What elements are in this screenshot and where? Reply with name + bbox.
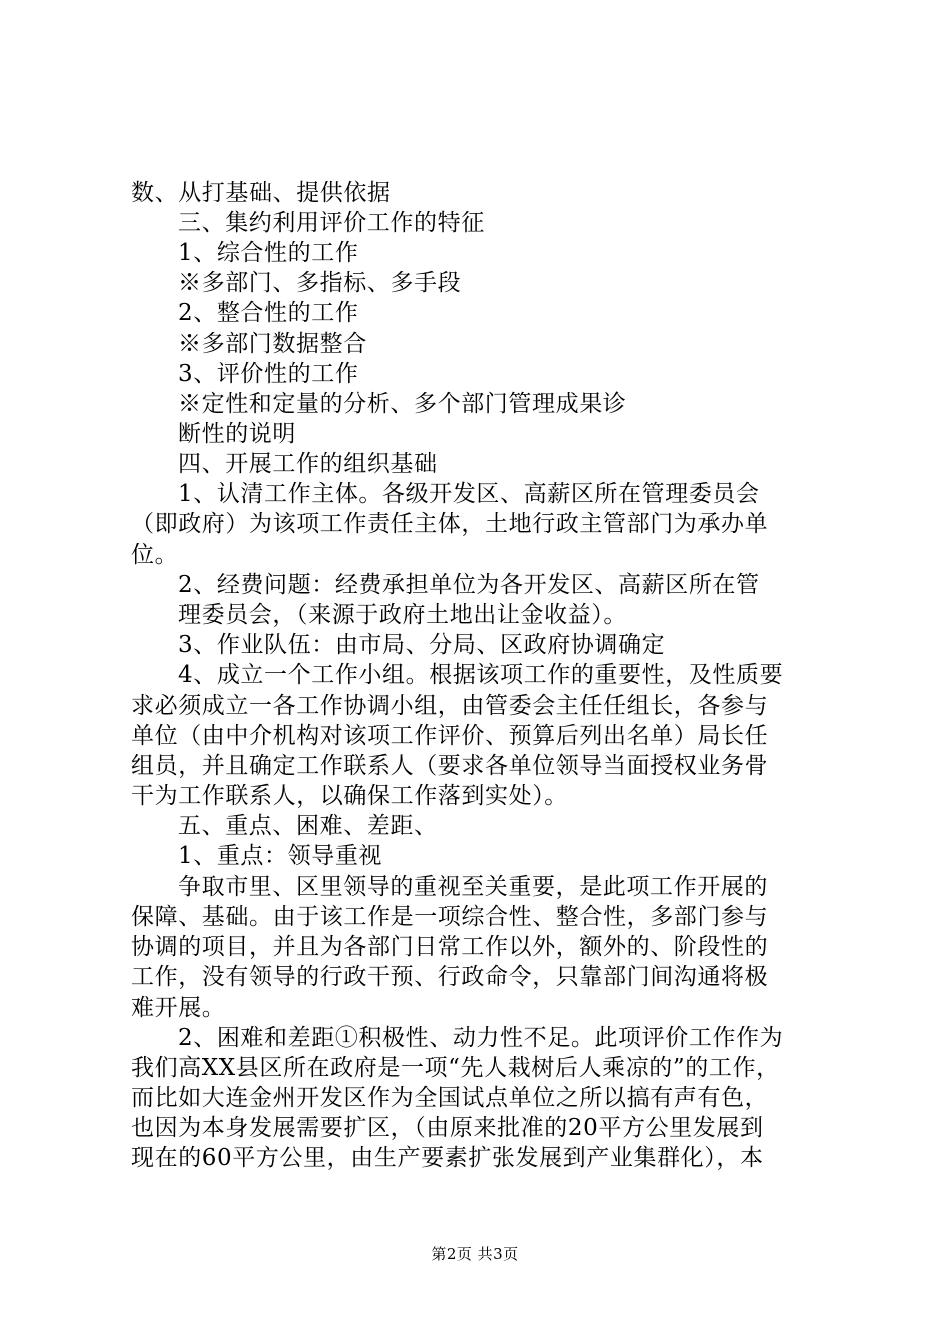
text-line: 干为工作联系人，以确保工作落到实处）。: [131, 783, 568, 809]
text-line: 也因为本身发展需要扩区，（由原来批准的20平方公里发展到: [131, 1115, 764, 1141]
text-line: 2、经费问题：经费承担单位为各开发区、高薪区所在管: [178, 572, 760, 598]
section-heading: 五、重点、困难、差距、: [178, 813, 438, 839]
text-line: 工作，没有领导的行政干预、行政命令，只靠部门间沟通将极: [131, 964, 769, 990]
text-line: 争取市里、区里领导的重视至关重要，是此项工作开展的: [178, 874, 768, 900]
text-line: 难开展。: [131, 995, 226, 1021]
text-line: 2、整合性的工作: [178, 300, 359, 326]
text-line: 而比如大连金州开发区作为全国试点单位之所以搞有声有色，: [131, 1085, 769, 1111]
page-number-footer: 第2页 共3页: [431, 1245, 519, 1263]
text-line: 1、综合性的工作: [178, 240, 359, 266]
text-line: 我们高XX县区所在政府是一项“先人栽树后人乘凉的”的工作，: [131, 1055, 780, 1081]
text-line: 单位（由中介机构对该项工作评价、预算后列出名单）局长任: [131, 723, 769, 749]
text-line: 求必须成立一各工作协调小组，由管委会主任任组长，各参与: [131, 693, 769, 719]
text-line: 保障、基础。由于该工作是一项综合性、整合性，多部门参与: [131, 904, 769, 930]
text-line: ※多部门数据整合: [178, 331, 367, 357]
text-line: 2、困难和差距①积极性、动力性不足。此项评价工作作为: [178, 1025, 784, 1051]
text-line: 1、认清工作主体。各级开发区、高薪区所在管理委员会: [178, 481, 760, 507]
text-line: 4、成立一个工作小组。根据该项工作的重要性，及性质要: [178, 662, 784, 688]
text-line: 1、重点：领导重视: [178, 843, 383, 869]
section-heading: 三、集约利用评价工作的特征: [178, 210, 485, 236]
text-line: 位。: [131, 542, 179, 568]
text-line: 理委员会，（来源于政府土地出让金收益）。: [178, 602, 627, 628]
section-heading: 四、开展工作的组织基础: [178, 451, 438, 477]
text-line: 协调的项目，并且为各部门日常工作以外，额外的、阶段性的: [131, 934, 769, 960]
text-line: ※定性和定量的分析、多个部门管理成果诊: [178, 391, 627, 417]
text-line: 组员，并且确定工作联系人（要求各单位领导当面授权业务骨: [131, 753, 769, 779]
text-line: 3、作业队伍：由市局、分局、区政府协调确定: [178, 632, 666, 658]
text-line: 3、评价性的工作: [178, 361, 359, 387]
text-line: 现在的60平方公里，由生产要素扩张发展到产业集群化），本: [131, 1145, 764, 1171]
text-line: ※多部门、多指标、多手段: [178, 270, 462, 296]
text-line: 断性的说明: [178, 421, 296, 447]
text-line: （即政府）为该项工作责任主体，土地行政主管部门为承办单: [131, 511, 769, 537]
text-line: 数、从打基础、提供依据: [131, 180, 391, 206]
